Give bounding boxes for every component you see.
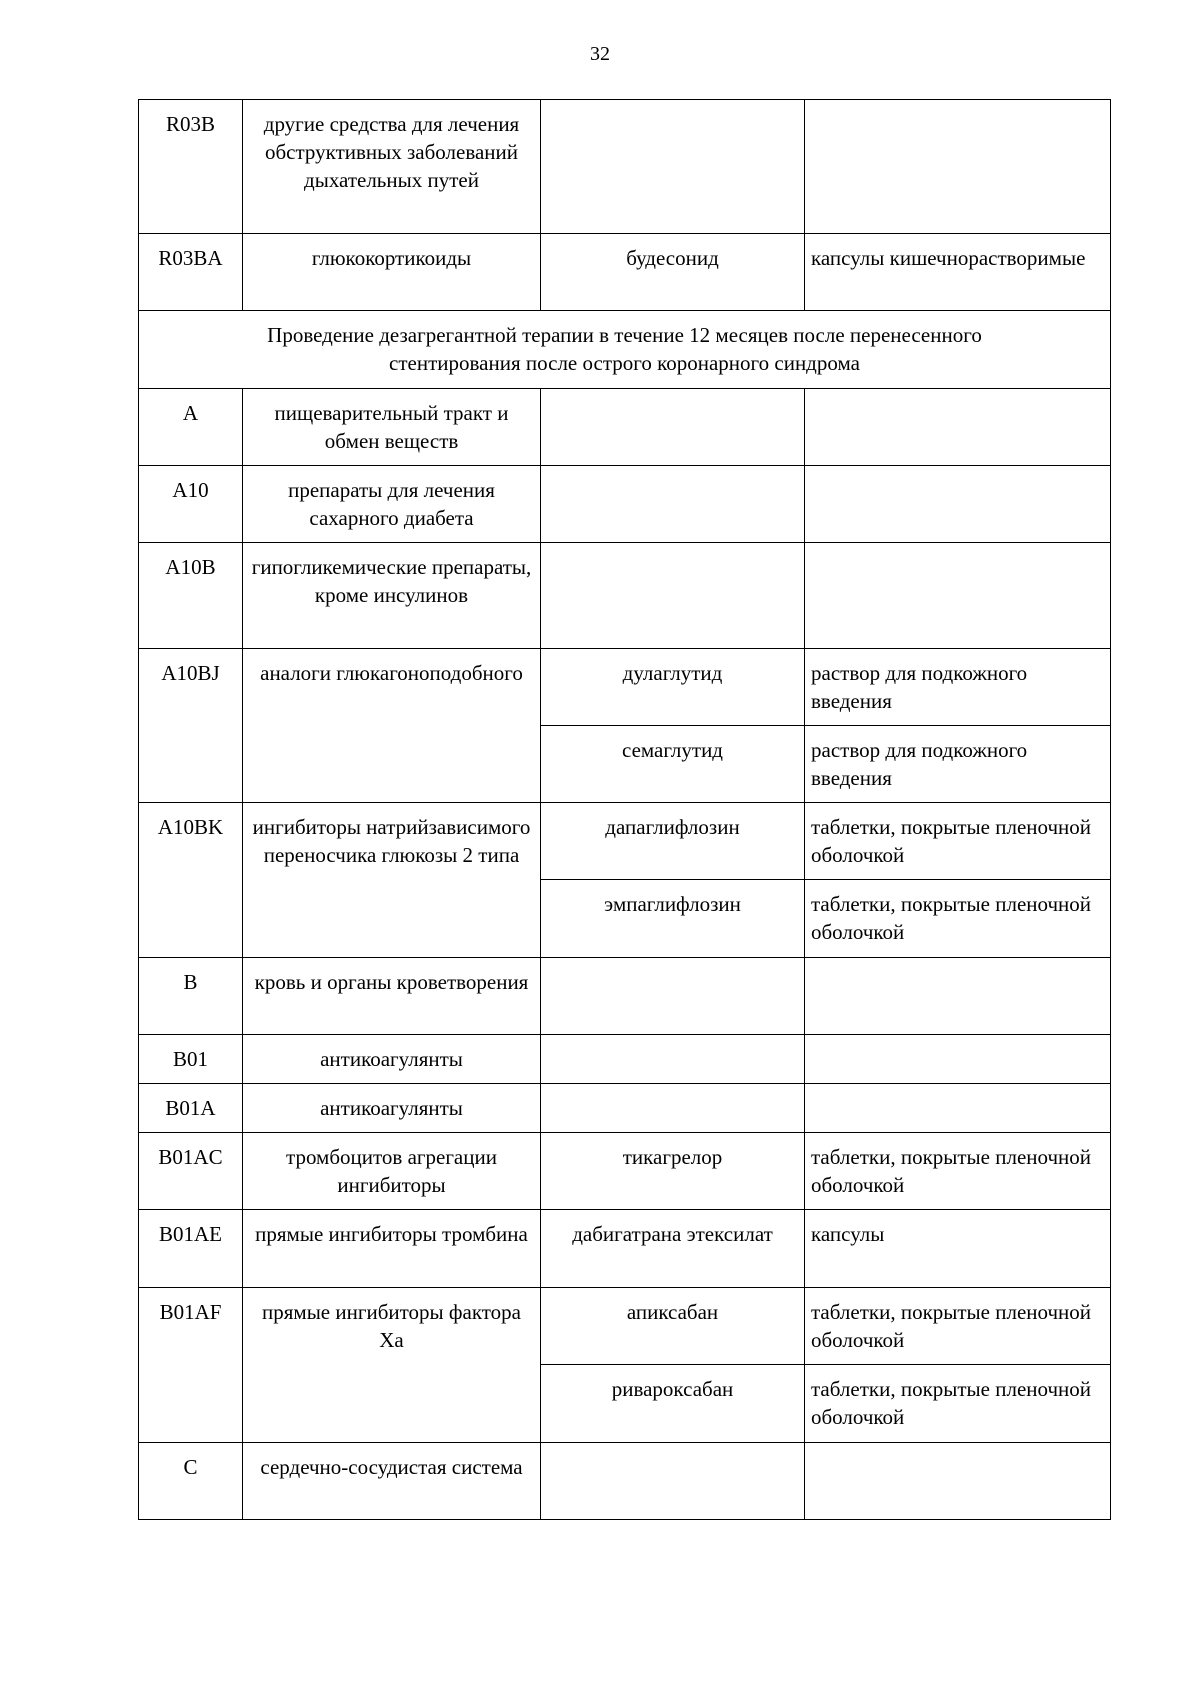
table-row [139, 958, 1111, 1035]
table-row [139, 1084, 1111, 1133]
atc-code-cell: B01AC [139, 1133, 243, 1210]
group-name-cell: тромбоцитов агрегации ингибиторы [243, 1133, 541, 1210]
atc-code-cell: B01AE [139, 1210, 243, 1288]
group-name-cell: глюкокортикоиды [243, 234, 541, 311]
dosage-form-cell [805, 100, 1111, 234]
atc-code-cell: A10BK [139, 803, 243, 958]
dosage-form-cell [805, 389, 1111, 466]
dosage-form-cell: таблетки, покрытые пленочной оболочкой [805, 1288, 1111, 1365]
dosage-form-cell: таблетки, покрытые пленочной оболочкой [805, 880, 1111, 958]
table-row [139, 234, 1111, 311]
dosage-form-cell: таблетки, покрытые пленочной оболочкой [805, 1133, 1111, 1210]
group-name-cell: пищеварительный тракт и обмен веществ [243, 389, 541, 466]
dosage-form-cell [805, 1084, 1111, 1133]
atc-code-cell: C [139, 1443, 243, 1520]
dosage-form-cell: капсулы [805, 1210, 1111, 1288]
table-row [139, 1133, 1111, 1210]
drug-name-cell: дабигатрана этексилат [541, 1210, 805, 1288]
page-number: 32 [590, 43, 610, 65]
atc-code-cell: A [139, 389, 243, 466]
dosage-form-cell: капсулы кишечнорастворимые [805, 234, 1111, 311]
drug-name-cell [541, 466, 805, 543]
dosage-form-cell: таблетки, покрытые пленочной оболочкой [805, 1365, 1111, 1443]
atc-code-cell: B01AF [139, 1288, 243, 1443]
dosage-form-cell [805, 1443, 1111, 1520]
group-name-cell: антикоагулянты [243, 1035, 541, 1084]
table-row [139, 543, 1111, 649]
group-name-cell: другие средства для лечения обструктивных заболеваний дыхательных путей [243, 100, 541, 234]
atc-code-cell: R03BA [139, 234, 243, 311]
atc-code-cell: A10 [139, 466, 243, 543]
atc-code-cell: B [139, 958, 243, 1035]
atc-code-cell: B01 [139, 1035, 243, 1084]
group-name-cell: препараты для лечения сахарного диабета [243, 466, 541, 543]
table-row [139, 1443, 1111, 1520]
group-name-cell: прямые ингибиторы фактора Xa [243, 1288, 541, 1443]
dosage-form-cell: раствор для подкожного введения [805, 726, 1111, 803]
table-row [139, 1288, 1111, 1365]
dosage-form-cell [805, 1035, 1111, 1084]
dosage-form-cell: таблетки, покрытые пленочной оболочкой [805, 803, 1111, 880]
dosage-form-cell [805, 958, 1111, 1035]
dosage-form-cell [805, 466, 1111, 543]
drug-table [138, 99, 1111, 1520]
drug-name-cell [541, 958, 805, 1035]
drug-name-cell: дулаглутид [541, 649, 805, 726]
group-name-cell: сердечно-сосудистая система [243, 1443, 541, 1520]
group-name-cell: аналоги глюкагоноподобного [243, 649, 541, 803]
table-row [139, 466, 1111, 543]
drug-name-cell [541, 389, 805, 466]
drug-name-cell: семаглутид [541, 726, 805, 803]
drug-name-cell [541, 1084, 805, 1133]
dosage-form-cell: раствор для подкожного введения [805, 649, 1111, 726]
section-heading-row [139, 311, 1111, 389]
table-row [139, 649, 1111, 726]
group-name-cell: гипогликемические препараты, кроме инсулинов [243, 543, 541, 649]
group-name-cell: ингибиторы натрийзависимого переносчика глюкозы 2 типа [243, 803, 541, 958]
group-name-cell: кровь и органы кроветворения [243, 958, 541, 1035]
group-name-cell: антикоагулянты [243, 1084, 541, 1133]
drug-name-cell [541, 1035, 805, 1084]
table-row [139, 1210, 1111, 1288]
drug-name-cell: эмпаглифлозин [541, 880, 805, 958]
atc-code-cell: A10B [139, 543, 243, 649]
drug-name-cell: будесонид [541, 234, 805, 311]
drug-name-cell: апиксабан [541, 1288, 805, 1365]
drug-name-cell: дапаглифлозин [541, 803, 805, 880]
atc-code-cell: R03B [139, 100, 243, 234]
drug-name-cell [541, 1443, 805, 1520]
table-row [139, 1035, 1111, 1084]
drug-name-cell [541, 543, 805, 649]
table-row [139, 803, 1111, 880]
drug-name-cell: ривароксабан [541, 1365, 805, 1443]
section-heading: Проведение дезагрегантной терапии в течение 12 месяцев после перенесенного стентирования после острого коронарного синдрома [139, 311, 1111, 389]
drug-name-cell: тикагрелор [541, 1133, 805, 1210]
atc-code-cell: A10BJ [139, 649, 243, 803]
table-row [139, 100, 1111, 234]
dosage-form-cell [805, 543, 1111, 649]
drug-name-cell [541, 100, 805, 234]
group-name-cell: прямые ингибиторы тромбина [243, 1210, 541, 1288]
atc-code-cell: B01A [139, 1084, 243, 1133]
table-row [139, 389, 1111, 466]
